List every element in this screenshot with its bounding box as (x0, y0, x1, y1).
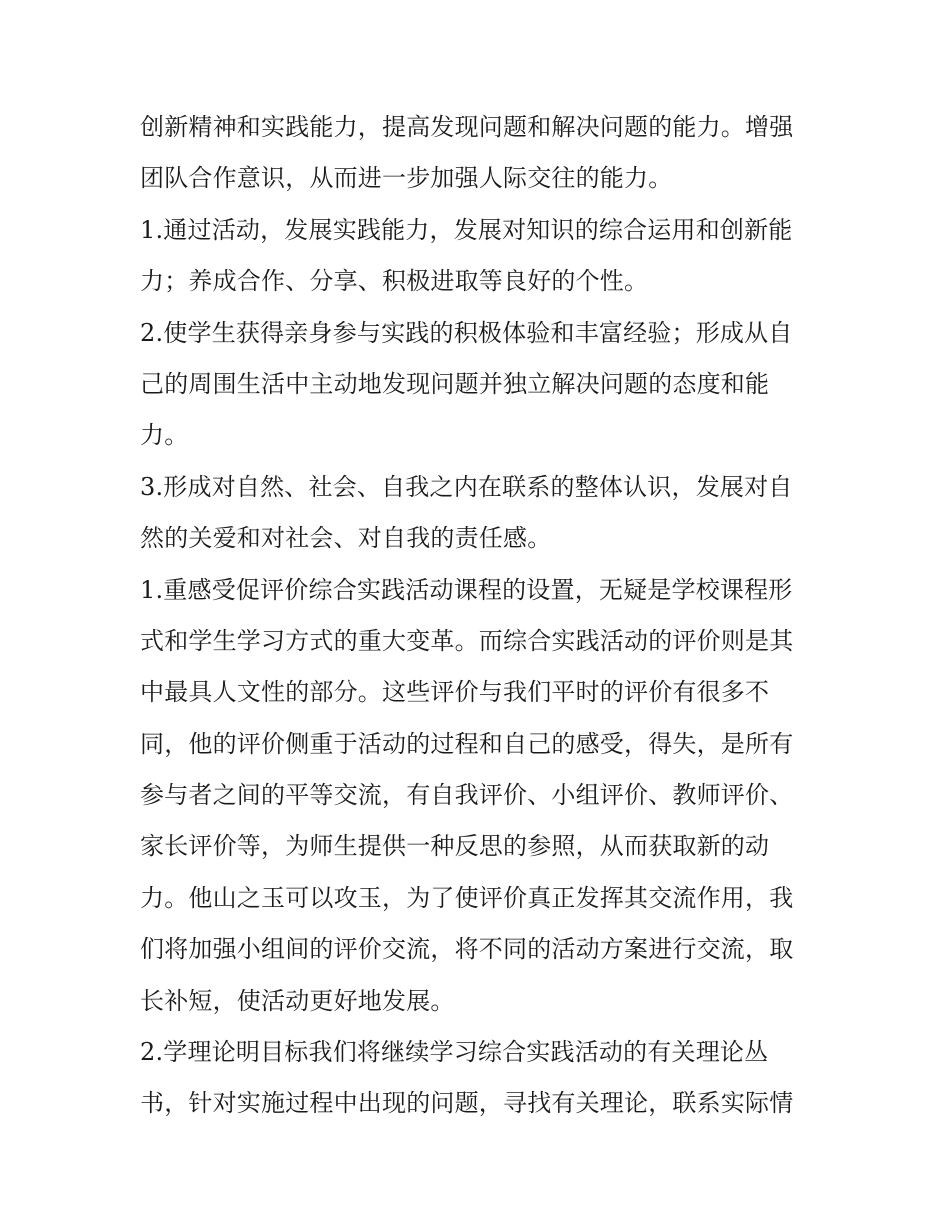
text-line: 力。他山之玉可以攻玉，为了使评价真正发挥其交流作用，我 (140, 883, 794, 912)
text-line: 式和学生学习方式的重大变革。而综合实践活动的评价则是其 (140, 626, 794, 655)
text-line: 中最具人文性的部分。这些评价与我们平时的评价有很多不 (140, 678, 770, 707)
text-line: 家长评价等，为师生提供一种反思的参照，从而获取新的动 (140, 832, 770, 861)
text-line: 力。 (140, 421, 189, 450)
text-line: 1.重感受促评价综合实践活动课程的设置，无疑是学校课程形 (140, 575, 793, 604)
text-line: 3.形成对自然、社会、自我之内在联系的整体认识，发展对自 (140, 472, 793, 501)
text-line: 2.使学生获得亲身参与实践的积极体验和丰富经验；形成从自 (140, 318, 793, 347)
text-line: 书，针对实施过程中出现的问题，寻找有关理论，联系实际情 (140, 1089, 794, 1118)
text-line: 然的关爱和对社会、对自我的责任感。 (140, 524, 552, 553)
text-line: 们将加强小组间的评价交流，将不同的活动方案进行交流，取 (140, 935, 794, 964)
text-line: 长补短，使活动更好地发展。 (140, 986, 455, 1015)
text-line: 力；养成合作、分享、积极进取等良好的个性。 (140, 267, 649, 296)
text-line: 创新精神和实践能力，提高发现问题和解决问题的能力。增强 (140, 113, 794, 141)
text-line: 参与者之间的平等交流，有自我评价、小组评价、教师评价、 (140, 781, 794, 810)
text-line: 1.通过活动，发展实践能力，发展对知识的综合运用和创新能 (140, 215, 793, 244)
text-line: 同，他的评价侧重于活动的过程和自己的感受，得失，是所有 (140, 729, 794, 758)
text-line: 己的周围生活中主动地发现问题并独立解决问题的态度和能 (140, 369, 770, 398)
text-line: 2.学理论明目标我们将继续学习综合实践活动的有关理论丛 (140, 1038, 769, 1067)
document-body (140, 102, 820, 1130)
text-line: 团队合作意识，从而进一步加强人际交往的能力。 (140, 164, 673, 193)
